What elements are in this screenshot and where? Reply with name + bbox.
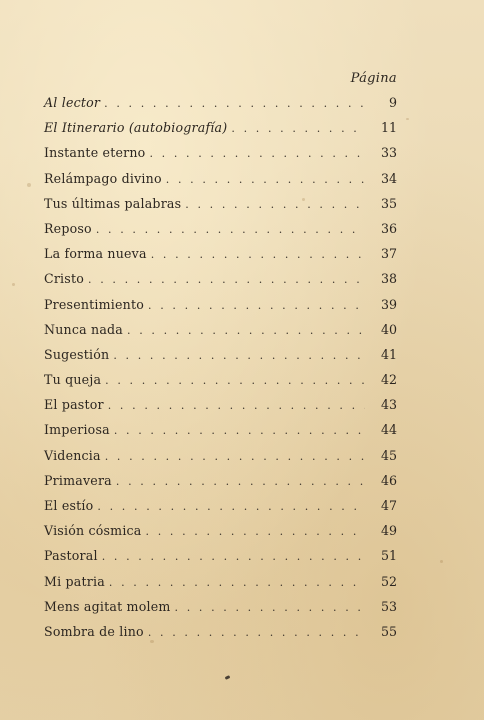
- toc-entry: [44, 498, 397, 523]
- toc-entry-title: Cristo: [44, 271, 84, 287]
- toc-entry: [44, 196, 397, 221]
- toc-entry: [44, 548, 397, 573]
- toc-dot-leader: [110, 424, 365, 437]
- toc-entry-page-number: 35: [380, 195, 397, 211]
- toc-entry-title: Instante eterno: [44, 145, 146, 161]
- toc-entry-page-number: 47: [380, 498, 397, 513]
- toc-entry-title: Mens agitat molem: [44, 598, 171, 614]
- toc-entry: [44, 322, 397, 347]
- toc-entry-title: El Itinerario (autobiografía): [44, 120, 228, 136]
- toc-dot-leader: [84, 273, 365, 286]
- toc-entry-title: Videncia: [44, 447, 101, 463]
- toc-entry: [44, 574, 397, 599]
- toc-entry-title: La forma nueva: [44, 246, 147, 262]
- paper-stain: [12, 283, 15, 286]
- toc-entry-page-number: 43: [380, 397, 397, 413]
- toc-entry-page-number: 34: [380, 170, 397, 186]
- toc-dot-leader: [181, 198, 365, 211]
- toc-entry-page-number: 42: [380, 372, 397, 388]
- toc-entry: [44, 347, 397, 372]
- toc-entry: [44, 171, 397, 196]
- toc-dot-leader: [123, 324, 365, 337]
- toc-entry-title: Reposo: [44, 220, 92, 236]
- paper-stain: [406, 118, 409, 120]
- toc-entry-title: El pastor: [44, 397, 104, 413]
- toc-entry: [44, 422, 397, 447]
- toc-entry: [44, 599, 397, 624]
- toc-entry: [44, 221, 397, 246]
- toc-entry-page-number: 37: [380, 246, 397, 262]
- toc-dot-leader: [98, 550, 365, 563]
- toc-entry-page-number: 44: [380, 422, 397, 438]
- toc-entry-title: Tus últimas palabras: [44, 195, 182, 211]
- toc-entry-page-number: 41: [380, 346, 397, 362]
- toc-entry-title: Sombra de lino: [44, 623, 144, 639]
- toc-dot-leader: [101, 450, 365, 463]
- paper-stain: [440, 560, 443, 563]
- toc-entry-page-number: 53: [380, 598, 397, 614]
- toc-dot-leader: [93, 500, 365, 513]
- toc-entry-page-number: 49: [380, 523, 397, 539]
- toc-entry-title: El estío: [44, 498, 94, 513]
- toc-entry-page-number: 55: [380, 623, 397, 639]
- toc-entry-page-number: 52: [380, 573, 397, 589]
- toc-entry: [44, 271, 397, 296]
- toc-entry: [44, 145, 397, 170]
- toc-dot-leader: [101, 374, 365, 387]
- toc-entry-page-number: 40: [380, 321, 397, 337]
- toc-dot-leader: [162, 173, 365, 186]
- toc-entry-page-number: 11: [380, 120, 397, 136]
- table-of-contents: [44, 95, 397, 649]
- toc-dot-leader: [142, 525, 365, 538]
- toc-entry: [44, 297, 397, 322]
- toc-entry: [44, 523, 397, 548]
- toc-entry-title: Primavera: [44, 472, 112, 488]
- toc-entry: [44, 624, 397, 649]
- toc-entry-page-number: 33: [380, 145, 397, 161]
- paper-stain: [27, 183, 31, 187]
- toc-dot-leader: [105, 576, 365, 589]
- page-column-header: Página: [350, 71, 397, 86]
- toc-dot-leader: [104, 399, 365, 412]
- ink-mark: [225, 675, 231, 680]
- toc-dot-leader: [92, 223, 365, 236]
- toc-entry: [44, 448, 397, 473]
- toc-dot-leader: [144, 626, 365, 639]
- toc-dot-leader: [144, 299, 365, 312]
- toc-entry-title: Tu queja: [44, 372, 102, 388]
- toc-entry-title: Imperiosa: [44, 422, 110, 438]
- toc-entry: [44, 246, 397, 271]
- toc-entry: [44, 120, 397, 145]
- toc-entry-page-number: 39: [380, 296, 397, 312]
- toc-entry: [44, 372, 397, 397]
- toc-entry-title: Visión cósmica: [44, 523, 142, 539]
- toc-entry: [44, 95, 397, 120]
- toc-entry: [44, 473, 397, 498]
- toc-entry-page-number: 45: [380, 447, 397, 463]
- toc-entry-title: Presentimiento: [44, 296, 145, 312]
- toc-entry-title: Relámpago divino: [44, 170, 162, 186]
- toc-entry-page-number: 9: [388, 95, 397, 110]
- toc-entry-title: Nunca nada: [44, 321, 123, 337]
- toc-entry-page-number: 46: [380, 472, 397, 488]
- toc-entry: [44, 397, 397, 422]
- toc-entry-title: Pastoral: [44, 548, 98, 564]
- toc-dot-leader: [171, 601, 365, 614]
- toc-dot-leader: [145, 147, 365, 160]
- toc-entry-title: Sugestión: [44, 346, 110, 362]
- toc-dot-leader: [227, 122, 365, 135]
- toc-dot-leader: [112, 475, 365, 488]
- toc-entry-title: Al lector: [44, 95, 101, 110]
- toc-dot-leader: [100, 97, 365, 110]
- toc-entry-page-number: 36: [380, 220, 397, 236]
- toc-entry-title: Mi patria: [44, 573, 105, 589]
- toc-dot-leader: [109, 349, 365, 362]
- toc-entry-page-number: 51: [380, 548, 397, 564]
- toc-dot-leader: [147, 248, 365, 261]
- toc-entry-page-number: 38: [380, 271, 397, 287]
